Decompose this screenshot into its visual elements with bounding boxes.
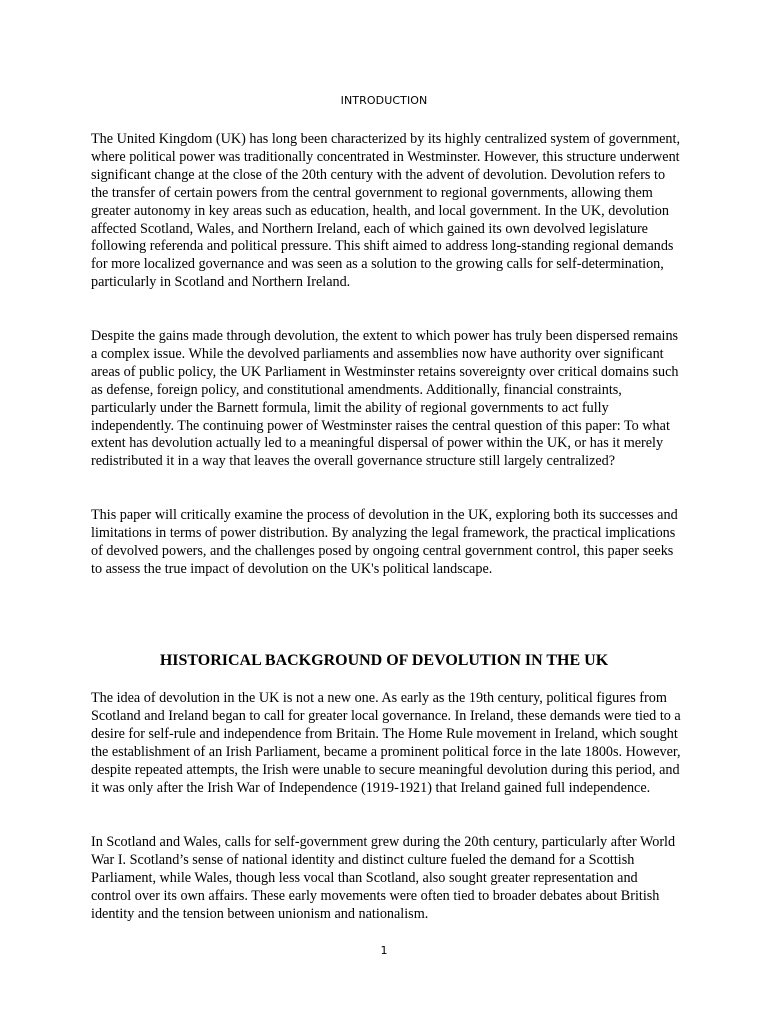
section-paragraph-1: The idea of devolution in the UK is not a new one. As early as the 19th century, political figures from Scotland and Ireland began to call for greater local governance. In Ireland, these demands were tied to a desire for self-rule and independence from Britain. The Home Rule movement in Ireland, which sought the establishment of an Irish Parliament, became a prominent political force in the late 1800s. However, despite repeated attempts, the Irish were unable to secure meaningful devolution during this period, and it was only after the Irish War of Independence (1919-1921) that Ireland gained full independence. [91, 690, 681, 796]
section-heading: HISTORICAL BACKGROUND OF DEVOLUTION IN THE UK [159, 652, 609, 669]
introduction-paragraph-2: Despite the gains made through devolution, the extent to which power has truly been dispersed remains a complex issue. While the devolved parliaments and assemblies now have authority over significant areas of public policy, the UK Parliament in Westminster retains sovereignty over critical domains such as defense, foreign policy, and constitutional amendments. Additionally, financial constraints, particularly under the Barnett formula, limit the ability of regional governments to act fully independently. The continuing power of Westminster raises the central question of this paper: To what extent has devolution actually led to a meaningful dispersal of power within the UK, or has it merely redistributed it in a way that leaves the overall governance structure still largely centralized? [91, 328, 679, 470]
page-number: 1 [380, 944, 388, 957]
introduction-heading: INTRODUCTION [340, 94, 428, 107]
section-paragraph-2: In Scotland and Wales, calls for self-government grew during the 20th century, particularly after World War I. Scotland’s sense of national identity and distinct culture fueled the demand for a Scottish Parliament, while Wales, though less vocal than Scotland, also sought greater representation and control over its own affairs. These early movements were often tied to broader debates about British identity and the tension between unionism and nationalism. [91, 834, 676, 922]
introduction-paragraph-1: The United Kingdom (UK) has long been characterized by its highly centralized system of government, where political power was traditionally concentrated in Westminster. However, this structure underwent significant change at the close of the 20th century with the advent of devolution. Devolution refers to the transfer of certain powers from the central government to regional governments, allowing them greater autonomy in key areas such as education, health, and local government. In the UK, devolution affected Scotland, Wales, and Northern Ireland, each of which gained its own devolved legislature following referenda and political pressure. This shift aimed to address long-standing regional demands for more localized governance and was seen as a solution to the growing calls for self-determination, particularly in Scotland and Northern Ireland. [91, 131, 680, 291]
introduction-paragraph-3: This paper will critically examine the process of devolution in the UK, exploring both its successes and limitations in terms of power distribution. By analyzing the legal framework, the practical implications of devolved powers, and the challenges posed by ongoing central government control, this paper seeks to assess the true impact of devolution on the UK's political landscape. [91, 507, 678, 577]
